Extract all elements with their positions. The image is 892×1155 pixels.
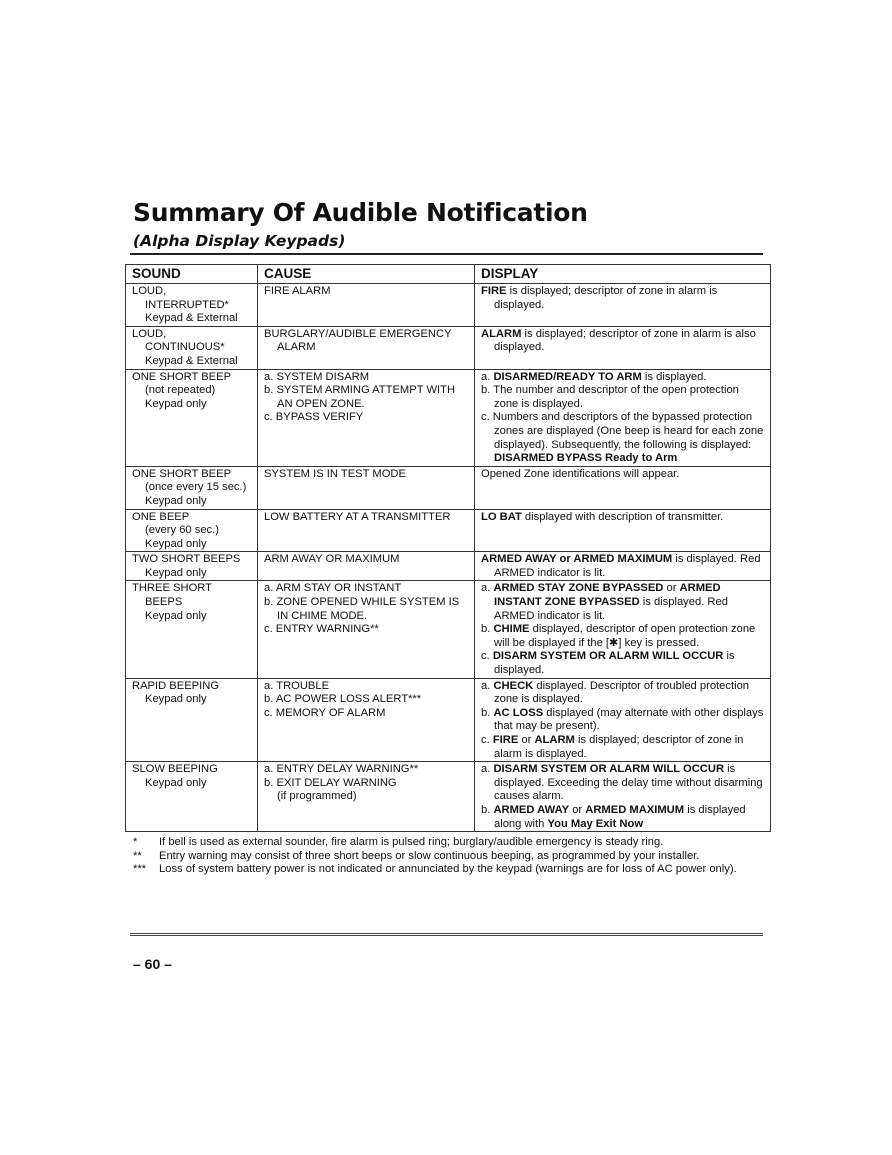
footnote-mark: ** <box>133 849 142 862</box>
display-emphasis: DISARM SYSTEM OR ALARM WILL OCCUR <box>492 650 724 663</box>
display-item <box>481 511 764 525</box>
display-text: b. <box>481 623 494 636</box>
sound-line: (once every 15 sec.) Keypad only <box>145 481 247 507</box>
cause-cell <box>258 326 475 369</box>
sound-line: LOUD, <box>132 285 167 297</box>
display-text: is displayed. <box>494 650 735 677</box>
table-body <box>126 284 771 832</box>
footnote <box>133 863 763 877</box>
table-row <box>126 369 771 466</box>
display-text: is displayed; descriptor of zone in alarm is displayed. <box>494 285 718 311</box>
display-emphasis: DISARMED/READY TO ARM <box>493 370 642 383</box>
table-row <box>126 678 771 762</box>
display-text: Opened Zone identifications will appear. <box>481 467 680 480</box>
sound-cell <box>126 466 258 509</box>
display-emphasis: You May Exit Now <box>547 817 644 830</box>
sound-line: Keypad only <box>145 397 207 410</box>
display-item <box>481 553 764 580</box>
display-text: displayed, descriptor of open protection zone will be displayed if the [✱] key is pressed. <box>494 623 756 649</box>
display-emphasis: FIRE <box>481 285 507 297</box>
sound-line: Keypad only <box>145 537 207 550</box>
display-cell <box>475 581 771 678</box>
sound-line: INTERRUPTED* <box>145 298 229 311</box>
sound-line: Keypad & External <box>145 354 238 367</box>
cause-line: a. ARM STAY OR INSTANT <box>264 582 402 595</box>
sound-line: ONE BEEP <box>132 510 190 523</box>
display-text: b. <box>481 803 494 816</box>
footnote-mark: *** <box>133 863 147 876</box>
display-cell <box>475 466 771 509</box>
display-cell <box>475 552 771 581</box>
display-text: is displayed. <box>641 370 707 383</box>
display-item <box>481 707 764 734</box>
sound-line: ONE SHORT BEEP <box>132 370 232 383</box>
page-number: – 60 – <box>133 956 172 972</box>
footnote <box>133 850 763 864</box>
cause-cell <box>258 581 475 678</box>
sound-line: BEEPS <box>145 596 183 609</box>
table-row <box>126 762 771 832</box>
sound-line: THREE SHORT <box>132 582 212 595</box>
display-item <box>481 285 764 312</box>
cause-line: b. AC POWER LOSS ALERT*** <box>264 693 422 706</box>
sound-line: Keypad only <box>145 776 207 789</box>
cause-line: c. MEMORY OF ALARM <box>264 706 386 719</box>
display-item <box>481 680 764 707</box>
display-emphasis: FIRE <box>492 734 519 746</box>
sound-line: (not repeated) <box>145 384 216 397</box>
cause-line: SYSTEM IS IN TEST MODE <box>264 467 406 480</box>
page-title: Summary Of Audible Notification <box>133 198 588 227</box>
display-emphasis: ARMED AWAY or ARMED MAXIMUM <box>481 553 673 566</box>
cause-line: c. BYPASS VERIFY <box>264 411 364 424</box>
sound-line: Keypad only <box>145 693 207 706</box>
display-item <box>481 328 764 355</box>
display-item <box>481 650 764 677</box>
header-cause: CAUSE <box>258 265 475 284</box>
display-text: a. <box>481 763 494 776</box>
display-text: a. <box>481 679 494 692</box>
footnotes <box>133 836 763 877</box>
cause-line: a. SYSTEM DISARM <box>264 370 370 383</box>
cause-line: b. ZONE OPENED WHILE SYSTEM IS IN CHIME MODE. <box>264 596 460 622</box>
footnote-mark: * <box>133 836 138 848</box>
sound-cell <box>126 678 258 762</box>
display-text: a. <box>481 582 494 595</box>
display-emphasis: CHIME <box>493 623 530 636</box>
display-text: is displayed along with <box>494 803 746 830</box>
table-row <box>126 326 771 369</box>
display-text: c. <box>481 650 493 663</box>
display-item <box>481 734 764 761</box>
page-subtitle: (Alpha Display Keypads) <box>133 232 346 250</box>
display-emphasis: ARMED MAXIMUM <box>585 803 685 816</box>
sound-cell <box>126 509 258 552</box>
cause-cell <box>258 762 475 832</box>
sound-line: TWO SHORT BEEPS <box>132 553 241 566</box>
sound-cell <box>126 581 258 678</box>
display-emphasis: CHECK <box>493 679 534 692</box>
display-text: displayed with description of transmitter. <box>521 510 724 523</box>
cause-cell <box>258 678 475 762</box>
sound-line: RAPID BEEPING <box>132 679 220 692</box>
sound-cell <box>126 284 258 327</box>
sound-line: Keypad only <box>145 566 207 579</box>
display-item <box>481 468 764 482</box>
display-item <box>481 623 764 650</box>
footnote-text: Entry warning may consist of three short beeps or slow continuous beeping, as programmed by your installer. <box>159 849 700 862</box>
display-text: c. <box>481 734 493 746</box>
display-item <box>481 384 764 411</box>
table-row <box>126 552 771 581</box>
display-emphasis: ARMED STAY ZONE BYPASSED <box>493 582 664 595</box>
display-emphasis: LO BAT <box>481 510 522 523</box>
display-emphasis: DISARM SYSTEM OR ALARM WILL OCCUR <box>493 763 725 776</box>
display-text: b. The number and descriptor of the open protection zone is displayed. <box>481 384 739 410</box>
display-text: displayed (may alternate with other displays that may be present). <box>494 706 764 733</box>
display-cell <box>475 762 771 832</box>
display-text: displayed. Descriptor of troubled protection zone is displayed. <box>494 679 750 706</box>
footer-divider <box>130 933 763 936</box>
sound-line: ONE SHORT BEEP <box>132 467 232 480</box>
display-text: or <box>569 803 586 816</box>
display-text: or <box>663 582 680 595</box>
display-text: is displayed. Exceeding the delay time without disarming causes alarm. <box>494 763 763 803</box>
display-item <box>481 582 764 623</box>
display-cell <box>475 284 771 327</box>
display-cell <box>475 678 771 762</box>
audible-notification-table <box>125 264 771 832</box>
cause-line: c. ENTRY WARNING** <box>264 623 379 636</box>
footnote-text: Loss of system battery power is not indicated or annunciated by the keypad (warnings are for loss of AC power only). <box>159 863 737 876</box>
footnote <box>133 836 763 850</box>
sound-cell <box>126 326 258 369</box>
cause-cell <box>258 466 475 509</box>
table-row <box>126 284 771 327</box>
cause-cell <box>258 369 475 466</box>
cause-line: a. TROUBLE <box>264 679 330 692</box>
display-cell <box>475 326 771 369</box>
footnote-text: If bell is used as external sounder, fire alarm is pulsed ring; burglary/audible emergency is steady ring. <box>159 836 664 848</box>
display-cell <box>475 369 771 466</box>
header-display: DISPLAY <box>475 265 771 284</box>
cause-line: b. EXIT DELAY WARNING <box>264 776 397 789</box>
table-row <box>126 509 771 552</box>
display-item <box>481 411 764 465</box>
sound-line: CONTINUOUS* <box>145 341 225 354</box>
display-emphasis: AC LOSS <box>493 706 544 719</box>
display-emphasis: DISARMED BYPASS Ready to Arm <box>494 452 678 465</box>
cause-line: FIRE ALARM <box>264 285 331 297</box>
cause-cell <box>258 552 475 581</box>
cause-line: BURGLARY/AUDIBLE EMERGENCY ALARM <box>264 327 452 354</box>
display-text: is displayed; descriptor of zone in alarm is displayed. <box>494 734 744 760</box>
sound-cell <box>126 552 258 581</box>
cause-cell <box>258 509 475 552</box>
cause-line: (if programmed) <box>277 790 357 803</box>
cause-line: ARM AWAY OR MAXIMUM <box>264 553 400 566</box>
sound-line: SLOW BEEPING <box>132 763 218 776</box>
display-emphasis: ARMED INSTANT ZONE BYPASSED <box>494 582 721 609</box>
display-text: is displayed; descriptor of zone in alarm is also displayed. <box>494 327 756 354</box>
display-text: b. <box>481 706 494 719</box>
sound-line: (every 60 sec.) <box>145 524 219 537</box>
sound-line: Keypad only <box>145 609 207 622</box>
sound-line: Keypad & External <box>145 312 238 325</box>
display-text: or <box>518 734 535 746</box>
sound-cell <box>126 369 258 466</box>
sound-cell <box>126 762 258 832</box>
display-emphasis: ALARM <box>534 734 575 746</box>
cause-cell <box>258 284 475 327</box>
display-emphasis: ALARM <box>481 327 522 340</box>
display-text: is displayed. Red ARMED indicator is lit. <box>494 553 761 579</box>
display-emphasis: ARMED AWAY <box>493 803 570 816</box>
display-item <box>481 763 764 804</box>
display-text: c. Numbers and descriptors of the bypassed protection zones are displayed (One beep is heard for each zone displayed). Subsequently, the following is displayed: <box>481 411 764 451</box>
header-sound: SOUND <box>126 265 258 284</box>
table-row <box>126 466 771 509</box>
sound-line: LOUD, <box>132 327 167 340</box>
cause-line: LOW BATTERY AT A TRANSMITTER <box>264 510 451 523</box>
cause-line: a. ENTRY DELAY WARNING** <box>264 763 419 776</box>
display-item <box>481 804 764 831</box>
cause-line: b. SYSTEM ARMING ATTEMPT WITH AN OPEN ZONE. <box>264 384 456 410</box>
table-header-row <box>126 265 771 284</box>
display-text: a. <box>481 370 494 383</box>
table-row <box>126 581 771 678</box>
title-divider <box>130 253 763 255</box>
display-cell <box>475 509 771 552</box>
display-item <box>481 371 764 385</box>
display-text: is displayed. Red ARMED indicator is lit. <box>494 596 728 622</box>
